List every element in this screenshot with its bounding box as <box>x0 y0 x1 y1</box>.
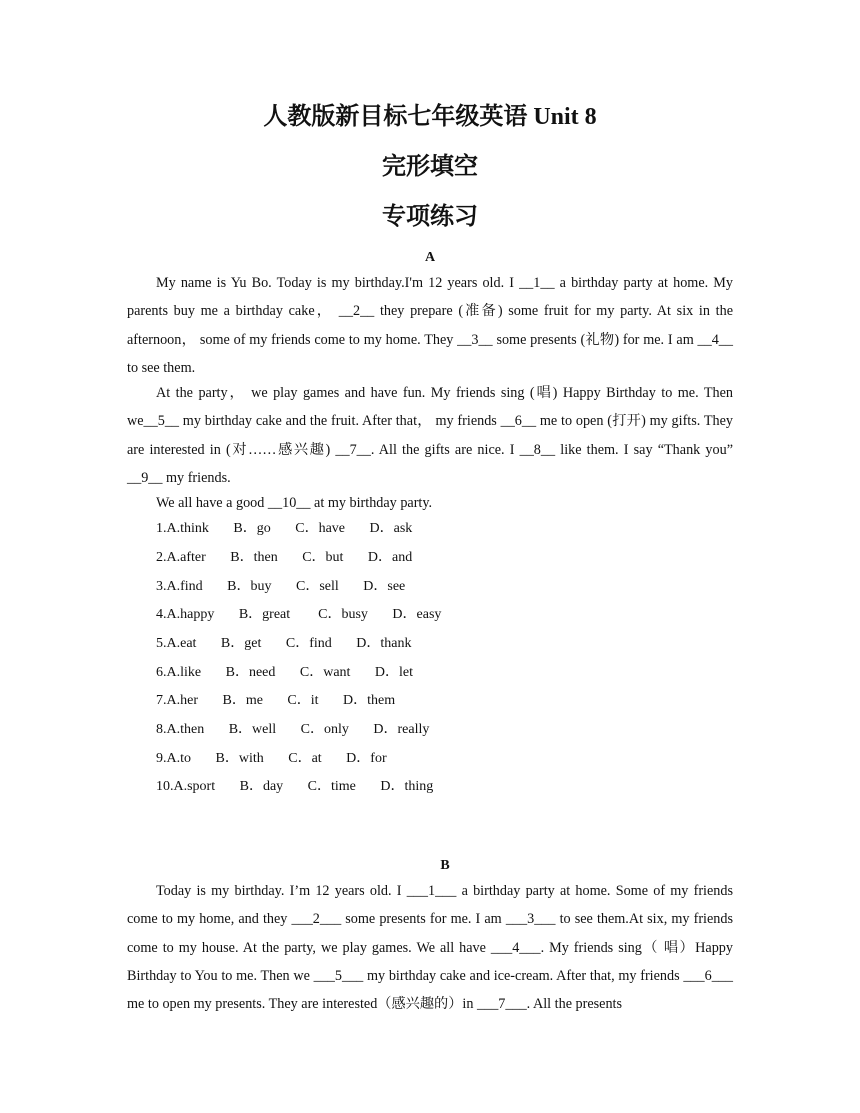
question-6: 6.A.like B．need C．want D．let <box>156 665 414 680</box>
section-b-label: B <box>440 858 450 873</box>
passage-a-paragraph-1: My name is Yu Bo. Today is my birthday.I'm 12 years old. I __1__ a birthday party at home. My parents buy me a birthday cake， __2__ they prepare (准备) some fruit for my party. At six in the afternoon， some of my friends come to my home. They __3__ some presents (礼物) for me. I am __4__ to see them. <box>127 275 733 376</box>
passage-a-paragraph-3: We all have a good __10__ at my birthday party. <box>156 495 433 511</box>
question-3: 3.A.find B．buy C．sell D．see <box>156 579 406 594</box>
document-subtitle-2: 专项练习 <box>382 204 478 230</box>
question-4: 4.A.happy B．great C．busy D．easy <box>156 607 442 622</box>
question-7: 7.A.her B．me C．it D．them <box>156 693 396 708</box>
question-2: 2.A.after B．then C．but D．and <box>156 550 413 565</box>
question-10: 10.A.sport B．day C．time D．thing <box>156 779 434 794</box>
question-9: 9.A.to B．with C．at D．for <box>156 751 387 766</box>
section-a-label: A <box>424 250 436 265</box>
question-1: 1.A.think B．go C．have D．ask <box>156 521 413 536</box>
question-5: 5.A.eat B．get C．find D．thank <box>156 636 412 651</box>
document-subtitle: 完形填空 <box>382 154 478 180</box>
passage-a-paragraph-2: At the party， we play games and have fun. My friends sing (唱) Happy Birthday to me. Then we__5__ my birthday cake and the fruit. After that， my friends __6__ me to open (打开) my gifts. They are interested in (对……感兴趣) __7__. All the gifts are nice. I __8__ like them. I say “Thank you” __9__ my friends. <box>127 385 733 486</box>
document-title: 人教版新目标七年级英语 Unit 8 <box>263 104 597 130</box>
question-8: 8.A.then B．well C．only D．really <box>156 722 430 737</box>
passage-b-paragraph: Today is my birthday. I’m 12 years old. I ___1___ a birthday party at home. Some of my friends come to my home, and they ___2___ some presents for me. I am ___3___ to see them.At six, my friends come to my house. At the party, we play games. We all have ___4___. My friends sing（ 唱）Happy Birthday to You to me. Then we ___5___ my birthday cake and ice-cream. After that, my friends ___6___ me to open my presents. They are interested（感兴趣的）in ___7___. All the presents <box>127 883 733 1013</box>
